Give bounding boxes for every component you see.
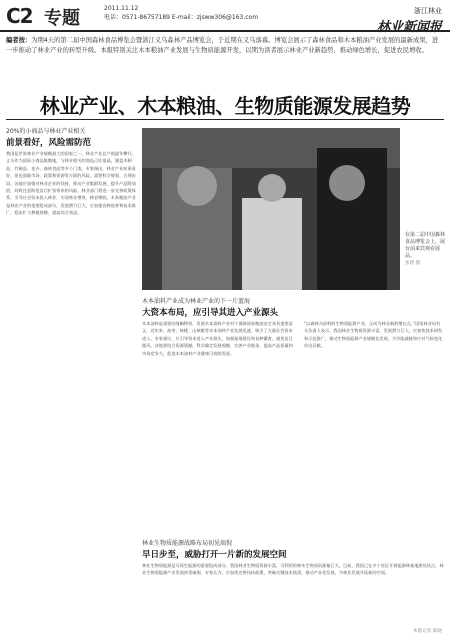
masthead-meta [104, 4, 258, 22]
event-photo-illustration [142, 128, 400, 290]
bottom-kicker: 林业生物质能源战略布局初见端倪 [142, 540, 233, 547]
bottom-subtitle: 早日步至，威胁打开一片新的发展空间 [142, 550, 287, 560]
left-article-body: 我国是世界林业产业规模最大的国家之一，林业产业总产值逐年攀升。义乌作为国际小商品集散地，与林业相关的商品占比很高，涵盖木制品、竹制品、花卉、森林食品等多个门类。专家指出，林业产业前景看好，但也面临市场、政策和资源等方面的风险，需要科学规划、合理布局。各地应加强对林业企业的扶持，推动产业集群发展，提升产品附加值，同时注意防范盲目扩张带来的风险。林业部门将进一步完善政策体系，引导社会资本投入林业，实现林业增效、林农增收。木本粮油产业是林业产业的重要组成部分，发展潜力巨大，应加强良种选育和技术推广，稳步扩大种植规模，提高综合效益。 [6, 151, 136, 216]
contact-line: 电话：0571-86757189 E-mail：zjsww306@163.com [104, 14, 259, 21]
photo-caption-text: 在第二届中国森林食品博览会上，展台前来宾观看展品。 [405, 232, 446, 259]
middle-article-body: 木本油料是重要的战略物资，发展木本油料产业对于保障国家粮油安全具有重要意义。近年来，油茶、核桃、山核桃等木本油料产业发展迅速，吸引了大量社会资本进入。专家建议，应引导资本进入产业源头，加强基地建设和良种繁育，避免盲目跟风。各地要结合资源禀赋，科学确定发展规模，完善产业链条，提高产品质量和市场竞争力，促进木本油料产业健康可持续发展。 [142, 321, 293, 356]
section-title: 专题 [44, 8, 80, 29]
event-photo [142, 128, 400, 290]
right-article-body: “以森林为原料的生物质能源产业，正成为林业新的增长点。”国家林业局有关负责人表示，我国林业生物质资源丰富，发展潜力巨大。应加快技术研发和示范推广，推动生物质能源产业规模化发展，为节能减排和应对气候变化作出贡献。 [304, 321, 443, 349]
photo-credit: 张建 摄 [405, 261, 421, 266]
editor-note-lead: 编者按： [6, 37, 32, 44]
editor-note [6, 36, 442, 56]
photo-caption [405, 232, 445, 267]
page-number: C2 [6, 4, 33, 28]
left-kicker: 20%的小商品与林业产业相关 [6, 128, 86, 135]
editor-note-text: 为期4天的第二届中国森林食品博览会暨浙江义乌森林产品博览会，于近期在义乌落幕。博览会展示了森林食品和木本粮油产业发展的最新成果，进一步推动了林业产业的转型升级。本报特别关注木本粮油产业发展与生物质能源开发，以期为读者展示林业产业新趋势，推动绿色增长，促进农民增收。 [6, 37, 439, 54]
headline-rule [6, 119, 444, 120]
paper-name: 浙江林业 [414, 7, 442, 15]
paper-subtitle: 林业新闻报 [376, 20, 442, 35]
middle-kicker: 木本油料产业成为林业产业的下一片蓝海 [142, 298, 251, 305]
paper-title [377, 6, 442, 35]
main-headline: 林业产业、木本粮油、生物质能源发展趋势 [39, 94, 411, 118]
bottom-article-body: 林业生物质能源是可再生能源的重要组成部分。我国林业生物质资源丰富，可利用的林木生物质资源量巨大。目前，我国已在多个省区开展能源林基地建设试点，林业生物质能源产业发展初见端倪。专家认为，应加快完善扶持政策，突破关键技术瓶颈，推动产业化发展，为林业发展开拓新的空间。 [142, 563, 444, 576]
masthead-bar [0, 0, 450, 35]
date-line: 2011.11.12 [104, 5, 139, 12]
left-subtitle: 前景看好，风险需防范 [6, 138, 92, 148]
middle-subtitle: 大资本布局，应引导其进入产业源头 [142, 308, 279, 318]
footer-credit: 本版记者 陈晓 [412, 629, 442, 634]
